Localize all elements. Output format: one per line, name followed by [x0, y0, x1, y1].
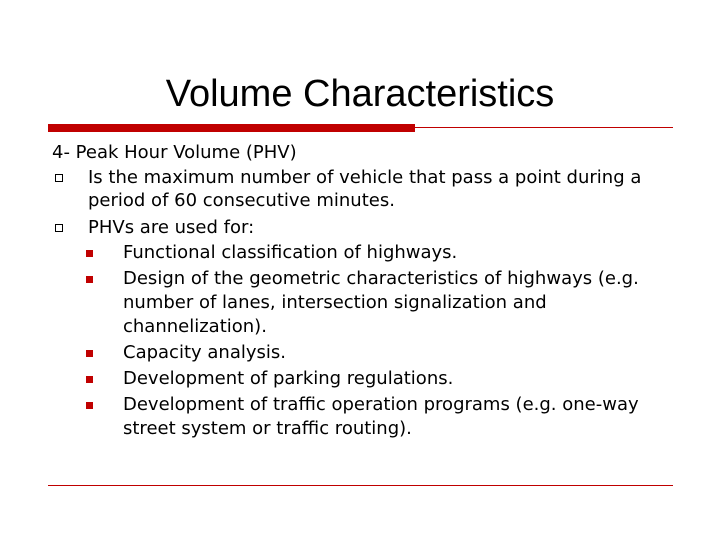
hollow-square-bullet-icon: [55, 224, 63, 232]
sub-bullet-item: [52, 267, 682, 339]
sub-bullet-item: [52, 241, 682, 265]
bullet-item: [52, 166, 682, 212]
bullet-item: [52, 216, 682, 239]
sub-bullet-text: Development of traffic operation programs (e.g. one-way street system or traffic routing).: [123, 394, 639, 439]
footer-divider: [48, 485, 673, 486]
title-underline-thick: [48, 124, 415, 132]
sub-bullet-item: [52, 341, 682, 365]
filled-square-bullet-icon: [86, 350, 93, 357]
filled-square-bullet-icon: [86, 402, 93, 409]
sub-bullet-item: [52, 393, 682, 441]
sub-bullet-item: [52, 367, 682, 391]
slide-title: Volume Characteristics: [165, 73, 555, 115]
hollow-square-bullet-icon: [55, 174, 63, 182]
filled-square-bullet-icon: [86, 250, 93, 257]
filled-square-bullet-icon: [86, 376, 93, 383]
sub-bullet-text: Capacity analysis.: [123, 342, 286, 363]
filled-square-bullet-icon: [86, 276, 93, 283]
section-heading: 4- Peak Hour Volume (PHV): [52, 142, 297, 163]
title-underline-thin: [415, 127, 673, 128]
bullet-text: PHVs are used for:: [88, 217, 255, 238]
sub-bullet-text: Development of parking regulations.: [123, 368, 454, 389]
slide-body: [52, 140, 682, 441]
sub-bullet-text: Functional classification of highways.: [123, 242, 458, 263]
sub-bullet-text: Design of the geometric characteristics of highways (e.g. number of lanes, intersection signalization and channelization).: [123, 268, 639, 337]
bullet-text: Is the maximum number of vehicle that pass a point during a period of 60 consecutive minutes.: [88, 167, 642, 211]
